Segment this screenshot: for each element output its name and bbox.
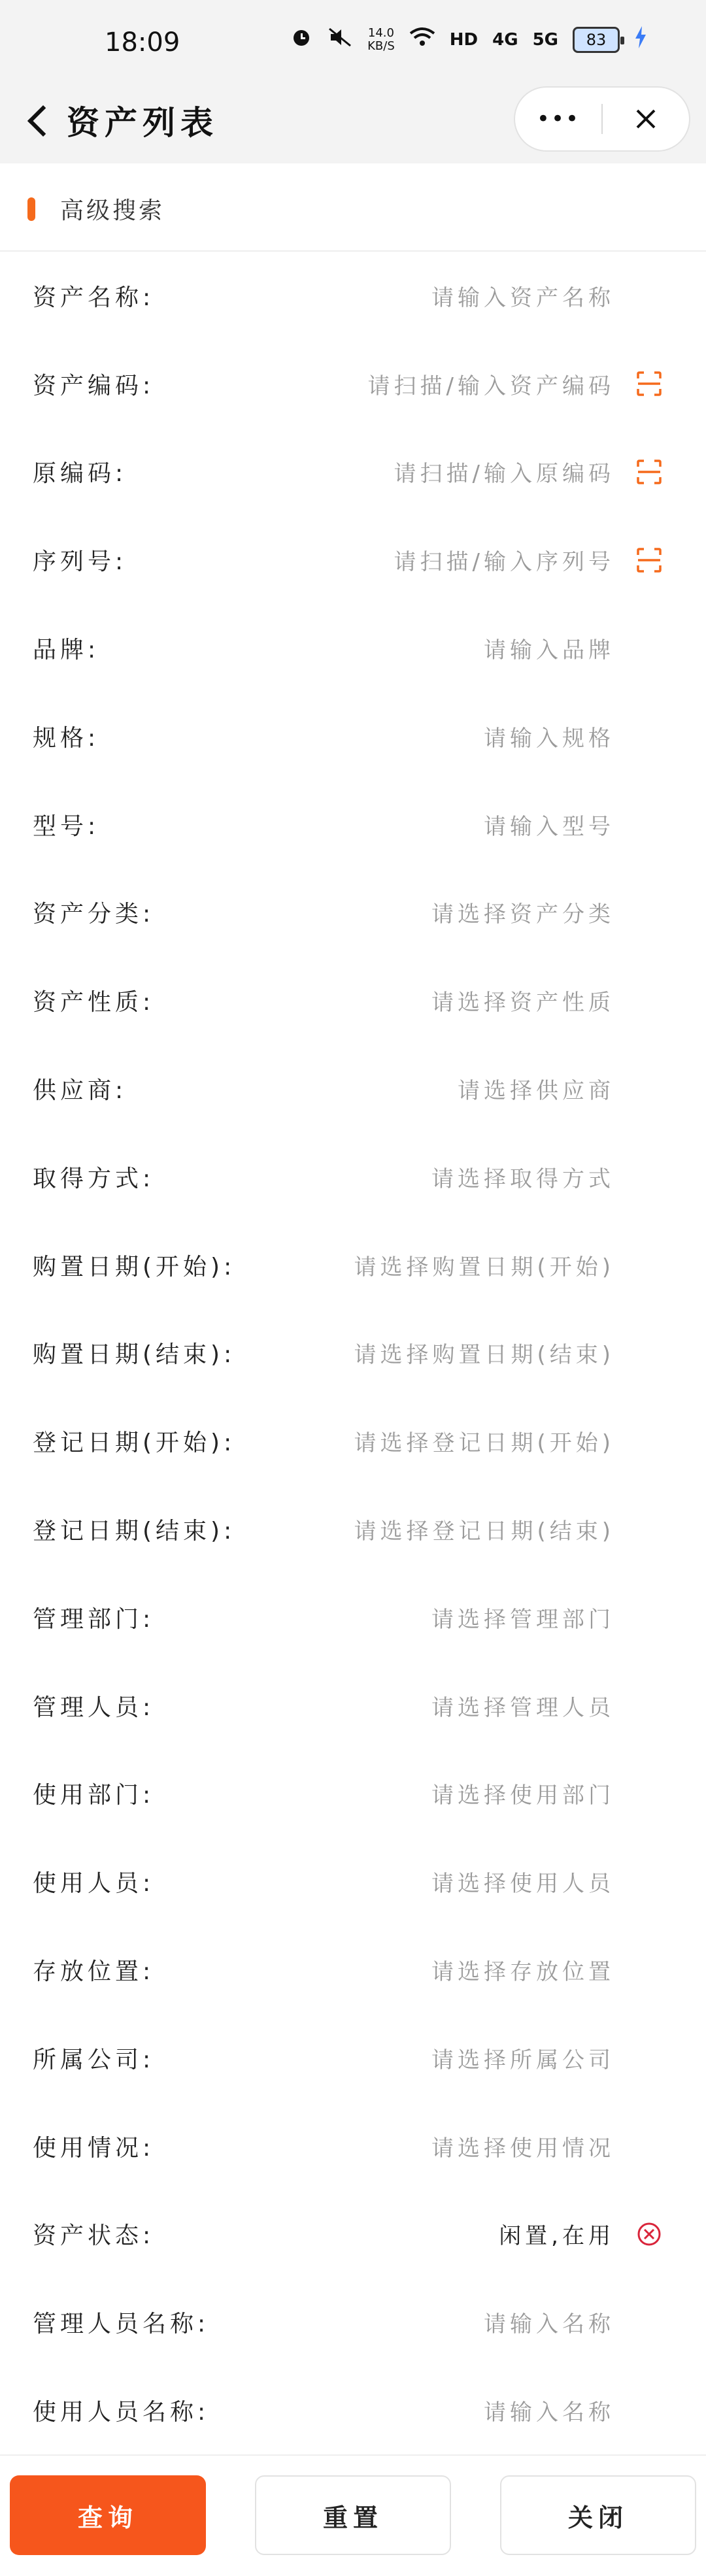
field-label: 供应商:: [33, 1077, 127, 1105]
form-row[interactable]: [0, 956, 706, 1045]
form-row[interactable]: [0, 1573, 706, 1662]
battery-level: 83: [586, 31, 607, 49]
scan-icon[interactable]: [635, 458, 663, 486]
field-input[interactable]: 请选择使用人员: [431, 1871, 614, 1898]
field-label: 资产分类:: [33, 901, 155, 928]
form-row[interactable]: [0, 2014, 706, 2102]
form-row[interactable]: [0, 2278, 706, 2366]
field-label: 使用情况:: [33, 2134, 155, 2162]
field-value[interactable]: 闲置,在用: [499, 2223, 614, 2250]
form-row[interactable]: [0, 428, 706, 516]
scan-icon[interactable]: [635, 546, 663, 574]
section-title: 高级搜索: [60, 197, 165, 224]
battery-icon: [573, 27, 620, 53]
form-row[interactable]: [0, 1662, 706, 1750]
wifi-icon: [409, 27, 435, 53]
field-label: 购置日期(开始):: [33, 1253, 236, 1280]
field-label: 存放位置:: [33, 1958, 155, 1986]
field-label: 使用人员:: [33, 1870, 155, 1898]
field-input[interactable]: 请选择所属公司: [431, 2047, 614, 2073]
page-title: 资产列表: [67, 104, 218, 142]
field-input[interactable]: 请输入名称: [484, 2400, 614, 2426]
close-icon: [635, 108, 657, 130]
field-label: 登记日期(开始):: [33, 1430, 236, 1457]
form-row[interactable]: [0, 604, 706, 692]
form-row[interactable]: [0, 780, 706, 869]
close-form-button[interactable]: 关闭: [500, 2475, 696, 2555]
form-row[interactable]: [0, 1397, 706, 1485]
form-row[interactable]: [0, 692, 706, 780]
field-input[interactable]: 请输入型号: [484, 813, 614, 840]
field-label: 管理部门:: [33, 1605, 155, 1633]
form-row[interactable]: [0, 1221, 706, 1309]
field-label: 资产名称:: [33, 284, 155, 311]
advanced-search-header: [0, 163, 706, 252]
field-label: 管理人员名称:: [33, 2311, 210, 2338]
chevron-left-icon: [27, 105, 59, 137]
field-input[interactable]: 请选择使用情况: [431, 2135, 614, 2162]
field-label: 取得方式:: [33, 1165, 155, 1192]
field-input[interactable]: 请扫描/输入序列号: [394, 549, 614, 576]
field-input[interactable]: 请选择资产性质: [431, 990, 614, 1016]
field-input[interactable]: 请选择购置日期(开始): [354, 1254, 614, 1280]
form-row[interactable]: [0, 1926, 706, 2014]
reset-button[interactable]: 重置: [255, 2475, 451, 2555]
field-input[interactable]: 请选择购置日期(结束): [354, 1342, 614, 1369]
net-speed-unit: KB/S: [367, 39, 395, 53]
field-label: 登记日期(结束):: [33, 1518, 236, 1545]
form-row[interactable]: [0, 252, 706, 340]
field-input[interactable]: 请输入规格: [484, 725, 614, 752]
hd-icon: HD: [449, 30, 479, 50]
form-row[interactable]: [0, 2102, 706, 2190]
scan-icon[interactable]: [635, 370, 663, 397]
field-input[interactable]: 请选择管理人员: [431, 1694, 614, 1721]
field-input[interactable]: 请扫描/输入资产编码: [367, 373, 614, 399]
field-input[interactable]: 请输入品牌: [484, 637, 614, 664]
field-input[interactable]: 请选择存放位置: [431, 1959, 614, 1986]
form-row[interactable]: [0, 1485, 706, 1573]
field-label: 型号:: [33, 812, 100, 840]
status-bar: [0, 0, 706, 78]
field-input[interactable]: 请选择取得方式: [431, 1165, 614, 1192]
field-label: 使用人员名称:: [33, 2399, 210, 2426]
field-input[interactable]: 请选择供应商: [458, 1078, 614, 1105]
query-button[interactable]: 查询: [10, 2475, 206, 2555]
bottom-action-bar: [0, 2454, 706, 2576]
status-time: 18:09: [105, 27, 180, 58]
alarm-icon: [290, 26, 312, 54]
form-row[interactable]: [0, 2366, 706, 2454]
form-row[interactable]: [0, 869, 706, 957]
field-label: 序列号:: [33, 548, 127, 576]
field-label: 原编码:: [33, 460, 127, 488]
status-icons: [290, 26, 647, 54]
field-input[interactable]: 请选择管理部门: [431, 1606, 614, 1633]
field-label: 使用部门:: [33, 1782, 155, 1809]
field-input[interactable]: 请选择资产分类: [431, 901, 614, 928]
field-input[interactable]: 请扫描/输入原编码: [394, 461, 614, 488]
form-row[interactable]: [0, 1837, 706, 1926]
signal-4g-icon: 4G: [492, 30, 518, 50]
signal-5g-icon: 5G: [532, 30, 558, 50]
field-input[interactable]: 请选择登记日期(结束): [354, 1518, 614, 1545]
more-button[interactable]: [515, 88, 601, 150]
form-row[interactable]: [0, 340, 706, 428]
nav-header: [0, 78, 706, 163]
form-row[interactable]: [0, 1045, 706, 1133]
mute-icon: [327, 26, 353, 54]
field-input[interactable]: 请输入名称: [484, 2311, 614, 2338]
form-row[interactable]: [0, 1309, 706, 1397]
net-speed-value: 14.0: [367, 26, 394, 40]
field-label: 资产状态:: [33, 2222, 155, 2250]
clear-circle-icon[interactable]: [635, 2220, 663, 2248]
field-input[interactable]: 请选择使用部门: [431, 1782, 614, 1809]
field-label: 管理人员:: [33, 1694, 155, 1721]
field-input[interactable]: 请选择登记日期(开始): [354, 1430, 614, 1457]
net-speed: [367, 27, 395, 53]
form-row[interactable]: [0, 1133, 706, 1221]
form-row[interactable]: [0, 1750, 706, 1838]
field-label: 购置日期(结束):: [33, 1341, 236, 1369]
form-row[interactable]: [0, 516, 706, 604]
section-accent-bar: [27, 197, 35, 221]
field-label: 规格:: [33, 724, 100, 752]
field-input[interactable]: 请输入资产名称: [431, 284, 614, 311]
back-button[interactable]: [16, 98, 61, 144]
form-row[interactable]: [0, 2190, 706, 2279]
field-label: 资产性质:: [33, 989, 155, 1016]
search-form: [0, 252, 706, 2454]
field-label: 品牌:: [33, 637, 100, 664]
more-icon: •••: [536, 106, 580, 132]
field-label: 所属公司:: [33, 2046, 155, 2073]
close-button[interactable]: [603, 88, 689, 150]
mini-program-capsule: [514, 86, 690, 152]
charging-icon: [634, 26, 647, 54]
field-label: 资产编码:: [33, 372, 155, 399]
